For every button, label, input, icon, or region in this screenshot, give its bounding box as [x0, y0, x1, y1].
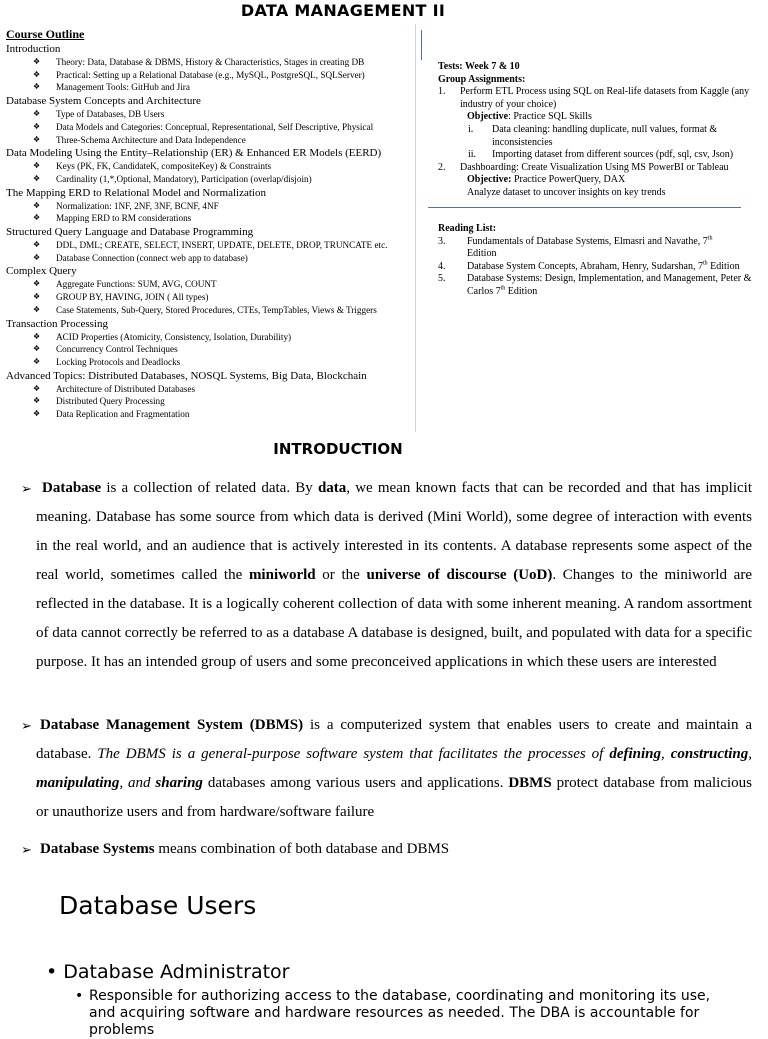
outline-item-text: Theory: Data, Database & DBMS, History & Characteristics, Stages in creating DB	[56, 57, 365, 67]
outline-heading: Course Outline	[6, 28, 85, 41]
slide-sub-bullet-icon: •	[75, 988, 84, 1004]
reading-list	[438, 223, 758, 299]
reading-list-label: Reading List:	[438, 223, 497, 234]
arrow-bullet-icon: ➢	[21, 842, 32, 857]
slide-sub-text: Responsible for authorizing access to the database, coordinating and monitoring its use, and acquiring software and hardware resources as needed. The DBA is accountable for problems	[89, 988, 711, 1038]
diamond-bullet-icon: ❖	[33, 383, 41, 393]
outline-item-text: Data Replication and Fragmentation	[56, 409, 190, 420]
term-database: Database	[42, 480, 102, 496]
outline-section-title: Complex Query	[6, 265, 77, 278]
outline-item-text: Locking Protocols and Deadlocks	[56, 356, 181, 367]
outline-item-text: Architecture of Distributed Databases	[56, 383, 196, 394]
reading-item-3-tail: Edition	[467, 248, 497, 260]
document-title: DATA MANAGEMENT II	[240, 1, 446, 20]
outline-section-title: Data Modeling Using the Entity–Relationship (ER) & Enhanced ER Models (EERD)	[6, 147, 382, 160]
outline-item-text: Three-Schema Architecture and Data Independence	[56, 134, 246, 145]
term-dbms-2: DBMS	[508, 775, 552, 791]
diamond-bullet-icon: ❖	[33, 213, 41, 223]
assignment-1-number: 1.	[438, 86, 446, 98]
diamond-bullet-icon: ❖	[33, 200, 41, 210]
outline-item-text: Aggregate Functions: SUM, AVG, COUNT	[56, 279, 217, 290]
reading-item-5-tail: Edition	[505, 285, 538, 297]
reading-item-4-text: Database System Concepts, Abraham, Henry, Sudarshan, 7	[467, 260, 703, 272]
p2-text-1: is a computerized system that enables users to create and maintain a database.	[36, 717, 752, 762]
sub-2-text: Importing dataset from different sources (pdf, sql, csv, Json)	[492, 149, 734, 161]
dbms-paragraph	[36, 711, 752, 827]
diamond-bullet-icon: ❖	[33, 109, 41, 119]
diamond-bullet-icon: ❖	[33, 161, 41, 171]
outline-item-text: Case Statements, Sub-Query, Stored Procedures, CTEs, TempTables, Views & Triggers	[56, 304, 377, 315]
outline-item-text: Data Models and Categories: Conceptual, Representational, Self Descriptive, Physical	[56, 121, 374, 132]
term-miniworld: miniworld	[248, 567, 316, 583]
diamond-bullet-icon: ❖	[33, 69, 41, 79]
reading-item-4-number: 4.	[438, 260, 446, 272]
reading-item-5	[438, 273, 758, 298]
diamond-bullet-icon: ❖	[33, 252, 41, 262]
reading-item-5-text: Database Systems: Design, Implementation, and Management, Peter & Carlos 7	[467, 273, 752, 297]
p2-text-2: databases among various users and applications.	[202, 775, 509, 791]
term-dbms: Database Management System (DBMS)	[40, 717, 304, 733]
objective-label-2: Objective:	[467, 174, 512, 186]
assignment-1-sub-2	[438, 149, 758, 162]
outline-item-text: Normalization: 1NF, 2NF, 3NF, BCNF, 4NF	[56, 200, 219, 211]
outline-item	[6, 356, 416, 369]
diamond-bullet-icon: ❖	[33, 134, 41, 144]
p1-text-1: is a collection of related data. By	[101, 480, 318, 496]
diamond-bullet-icon: ❖	[33, 82, 41, 92]
diamond-bullet-icon: ❖	[33, 344, 41, 354]
objective-label: Objective	[467, 111, 509, 123]
assignment-2	[438, 162, 758, 175]
outline-item	[6, 291, 416, 304]
term-constructing: constructing	[670, 746, 749, 762]
outline-item	[6, 200, 416, 213]
outline-section-title: Structured Query Language and Database Programming	[6, 226, 254, 239]
term-database-systems: Database Systems	[40, 841, 155, 857]
diamond-bullet-icon: ❖	[33, 396, 41, 406]
database-paragraph	[36, 474, 752, 677]
diamond-bullet-icon: ❖	[33, 409, 41, 419]
reading-item-3-text: Fundamentals of Database Systems, Elmasri and Navathe, 7	[467, 235, 708, 247]
arrow-bullet-icon: ➢	[21, 481, 32, 496]
diamond-bullet-icon: ❖	[33, 292, 41, 302]
outline-item	[6, 69, 416, 82]
p1-text-4: . Changes to the miniworld are reflected in the database. It is a logically coherent collection of data with some inherent meaning. A random assortment of data cannot correctly be referred to as a database A database is designed, built, and populated with data for a specific purpose. It has an intended group of users and some preconceived applications in which these users are interested	[36, 567, 752, 670]
outline-item-text: Concurrency Control Techniques	[56, 344, 178, 355]
p2-comma-2: ,	[748, 746, 752, 762]
reading-item-4	[438, 261, 758, 274]
outline-item	[6, 134, 416, 147]
diamond-bullet-icon: ❖	[33, 304, 41, 314]
outline-item	[6, 408, 416, 421]
outline-item-text: Distributed Query Processing	[56, 396, 165, 407]
outline-item	[6, 383, 416, 396]
assignment-1-objective	[438, 111, 758, 124]
outline-item-text: Keys (PK, FK, CandidateK, compositeKey) & Constraints	[56, 161, 272, 172]
diamond-bullet-icon: ❖	[33, 331, 41, 341]
outline-section-title: Introduction	[6, 43, 61, 55]
assignment-2-objective-line-2: Analyze dataset to uncover insights on key trends	[467, 186, 666, 198]
database-systems-paragraph	[36, 835, 752, 864]
introduction-heading: INTRODUCTION	[273, 440, 403, 458]
outline-section-title: Transaction Processing	[6, 317, 108, 330]
column-divider	[415, 24, 416, 432]
p2-italic-1: The DBMS is a general-purpose software system that facilitates the processes of	[97, 746, 610, 762]
term-manipulating: manipulating	[36, 775, 120, 791]
diamond-bullet-icon: ❖	[33, 240, 41, 250]
outline-item-text: Cardinality (1,*,Optional, Mandatory), Participation (overlap/disjoin)	[56, 173, 312, 184]
p2-and: , and	[119, 775, 156, 791]
outline-item-text: Practical: Setting up a Relational Database (e.g., MySQL, PostgreSQL, SQLServer)	[56, 69, 365, 80]
assignment-1-text: Perform ETL Process using SQL on Real-life datasets from Kaggle (any industry of your choice)	[460, 86, 750, 110]
diamond-bullet-icon: ❖	[33, 279, 41, 289]
outline-item	[6, 395, 416, 408]
assignment-2-text: Dashboarding: Create Visualization Using MS PowerBI or Tableau	[460, 161, 729, 173]
outline-item-text: DDL, DML; CREATE, SELECT, INSERT, UPDATE, DELETE, DROP, TRUNCATE etc.	[56, 240, 388, 251]
sub-1-text: Data cleaning: handling duplicate, null values, format & inconsistencies	[492, 123, 718, 148]
reading-item-4-sup: th	[702, 260, 708, 267]
outline-section-title: Advanced Topics: Distributed Databases, NOSQL Systems, Big Data, Blockchain	[6, 369, 367, 382]
outline-item-text: Management Tools: GitHub and Jira	[56, 82, 190, 93]
objective-text-2: Practice PowerQuery, DAX	[511, 174, 626, 186]
column-divider-accent	[421, 30, 422, 60]
reading-item-5-number: 5.	[438, 273, 446, 285]
outline-item-text: ACID Properties (Atomicity, Consistency, Isolation, Durability)	[56, 331, 292, 342]
term-uod: universe of discourse (UoD)	[366, 567, 553, 583]
tests-and-assignments	[438, 61, 758, 200]
outline-item	[6, 278, 416, 291]
reading-item-3	[438, 236, 758, 261]
sub-1-number: i.	[468, 123, 474, 135]
diamond-bullet-icon: ❖	[33, 121, 41, 131]
outline-item-text: Database Connection (connect web app to database)	[56, 252, 248, 263]
section-rule	[428, 207, 741, 208]
outline-item	[6, 160, 416, 173]
p1-text-3: or the	[315, 567, 367, 583]
outline-item	[6, 343, 416, 356]
term-sharing: sharing	[155, 775, 203, 791]
p2-comma-1: ,	[661, 746, 671, 762]
assignment-2-objective	[438, 174, 758, 187]
assignment-1-sub-1	[438, 124, 758, 149]
p3-text: means combination of both database and DBMS	[154, 841, 450, 857]
outline-item-text: Type of Databases, DB Users	[56, 109, 165, 120]
slide-bullet: • Database Administrator	[46, 961, 290, 983]
group-assignments-label: Group Assignments:	[438, 73, 526, 85]
reading-item-3-number: 3.	[438, 235, 446, 247]
course-outline	[6, 28, 416, 432]
diamond-bullet-icon: ❖	[33, 173, 41, 183]
outline-item	[6, 121, 416, 134]
assignment-2-number: 2.	[438, 161, 446, 173]
slide-bullet-text: Database Administrator	[63, 961, 290, 983]
sub-2-number: ii.	[468, 149, 477, 161]
diamond-bullet-icon: ❖	[33, 57, 41, 66]
p2-text-3: protect database from malicious or unauthorize users and from hardware/software failure	[36, 775, 753, 820]
term-data: data	[317, 480, 347, 496]
outline-section-title: The Mapping ERD to Relational Model and Normalization	[6, 186, 266, 199]
outline-item	[6, 56, 416, 69]
outline-item-text: Mapping ERD to RM considerations	[56, 213, 192, 224]
slide-title: Database Users	[59, 891, 257, 920]
arrow-bullet-icon: ➢	[21, 718, 32, 733]
outline-item	[6, 81, 416, 94]
outline-item	[6, 304, 416, 317]
reading-item-3-sup: th	[707, 235, 713, 242]
outline-sections	[6, 43, 416, 421]
outline-section-title: Database System Concepts and Architecture	[6, 95, 201, 108]
outline-item	[6, 239, 416, 252]
outline-item-text: GROUP BY, HAVING, JOIN ( All types)	[56, 292, 209, 303]
objective-text: : Practice SQL Skills	[508, 111, 592, 123]
outline-item	[6, 252, 416, 265]
term-defining: defining	[609, 746, 661, 762]
outline-item	[6, 108, 416, 121]
p1-text-2: , we mean known facts that can be recorded and that has implicit meaning. Database has some source from which data is derived (Mini World), some degree of interaction with events in the real world, and an audience that is actively interested in its contents. A database represents some aspect of the real world, sometimes called the	[36, 480, 753, 583]
assignment-1	[438, 86, 758, 111]
tests-label: Tests: Week 7 & 10	[438, 61, 520, 72]
reading-item-5-sup: th	[500, 285, 506, 292]
outline-item	[6, 331, 416, 344]
outline-item	[6, 173, 416, 186]
diamond-bullet-icon: ❖	[33, 356, 41, 366]
reading-item-4-tail: Edition	[707, 260, 740, 272]
outline-item	[6, 212, 416, 225]
